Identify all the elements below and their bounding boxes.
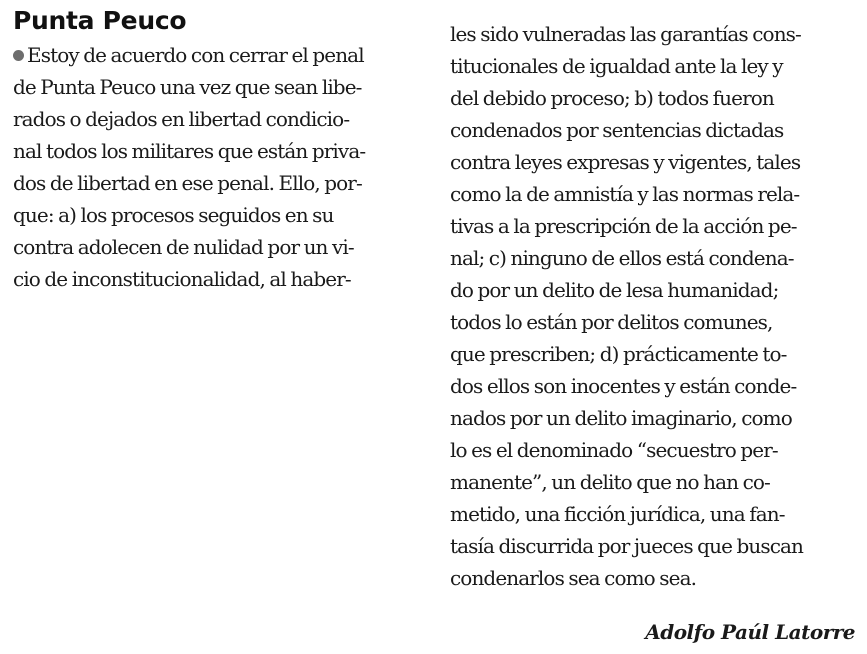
text-line: del debido proceso; b) todos fueron: [450, 86, 774, 110]
text-line: do por un delito de lesa humanidad;: [450, 278, 779, 302]
text-line: manente”, un delito que no han co-: [450, 470, 770, 494]
text-line: todos lo están por delitos comunes,: [450, 310, 773, 334]
text-line: metido, una ficción jurídica, una fan-: [450, 502, 785, 526]
right-column-text: [450, 18, 856, 594]
text-line-content: Estoy de acuerdo con cerrar el penal: [27, 43, 364, 67]
headline: Punta Peuco: [13, 6, 187, 35]
left-column-text: [13, 39, 417, 295]
text-line: les sido vulneradas las garantías cons-: [450, 22, 801, 46]
text-line: condenados por sentencias dictadas: [450, 118, 784, 142]
text-line: nal todos los militares que están priva-: [13, 139, 366, 163]
text-line: nados por un delito imaginario, como: [450, 406, 792, 430]
text-line: tasía discurrida por jueces que buscan: [450, 534, 804, 558]
text-line: de Punta Peuco una vez que sean libe-: [13, 75, 362, 99]
text-line: dos ellos son inocentes y están conde-: [450, 374, 797, 398]
text-line: cio de inconstitucionalidad, al haber-: [13, 267, 351, 291]
text-line: contra leyes expresas y vigentes, tales: [450, 150, 801, 174]
right-column: [450, 0, 856, 594]
text-line: que: a) los procesos seguidos en su: [13, 203, 334, 227]
left-column: [13, 0, 417, 295]
text-line: que prescriben; d) prácticamente to-: [450, 342, 787, 366]
author-signature: Adolfo Paúl Latorre: [645, 620, 855, 644]
bullet-icon: [13, 50, 24, 61]
text-line: lo es el denominado “secuestro per-: [450, 438, 778, 462]
text-line: [13, 39, 417, 71]
text-line: dos de libertad en ese penal. Ello, por-: [13, 171, 362, 195]
text-line: contra adolecen de nulidad por un vi-: [13, 235, 354, 259]
text-line: tivas a la prescripción de la acción pe-: [450, 214, 797, 238]
text-line: como la de amnistía y las normas rela-: [450, 182, 800, 206]
text-line: titucionales de igualdad ante la ley y: [450, 54, 783, 78]
text-line: nal; c) ninguno de ellos está condena-: [450, 246, 794, 270]
text-line: rados o dejados en libertad condicio-: [13, 107, 350, 131]
text-line: condenarlos sea como sea.: [450, 566, 697, 590]
